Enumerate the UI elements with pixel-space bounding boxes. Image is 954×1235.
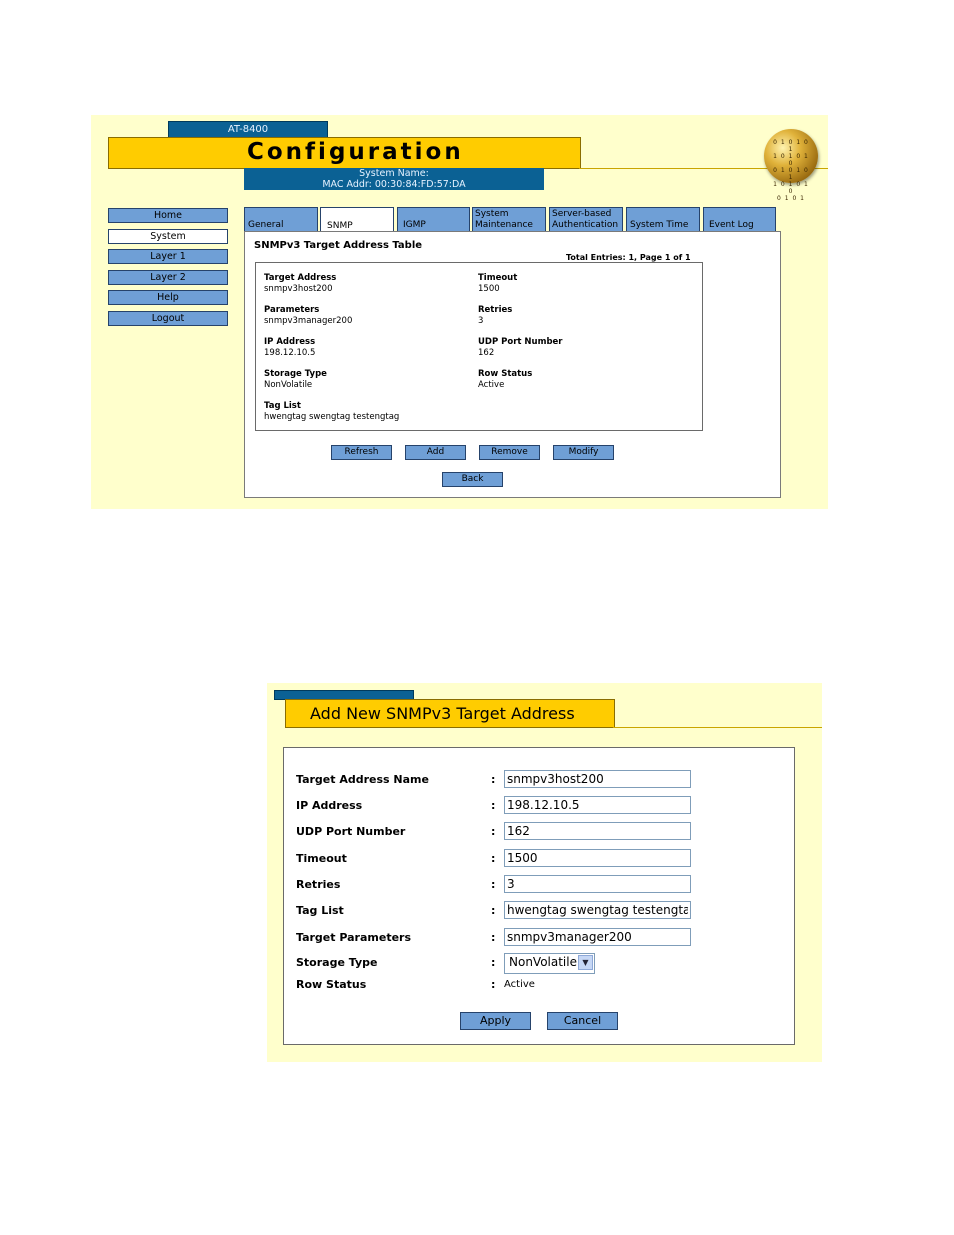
row-status-label: Row Status [296, 978, 367, 991]
ip-address-label: IP Address [296, 799, 363, 812]
add-button[interactable]: Add [405, 445, 466, 460]
system-name-label: System Name: [359, 168, 429, 179]
target-address-name-input[interactable] [504, 770, 691, 788]
tag-list-value: hwengtag swengtag testengtag [264, 412, 400, 422]
udp-port-value: 162 [478, 348, 495, 358]
tab-server-based-authentication[interactable]: Server-based Authentication [549, 207, 623, 231]
ip-address-label: IP Address [264, 337, 316, 347]
add-target-address-panel [267, 683, 822, 1062]
retries-label: Retries [478, 305, 513, 315]
refresh-button[interactable]: Refresh [331, 445, 392, 460]
timeout-value: 1500 [478, 284, 500, 294]
storage-type-select[interactable] [504, 953, 595, 974]
table-title: SNMPv3 Target Address Table [254, 240, 423, 251]
target-parameters-label: Target Parameters [296, 931, 412, 944]
apply-button[interactable]: Apply [460, 1012, 531, 1030]
udp-port-input[interactable] [504, 822, 691, 840]
timeout-label: Timeout [478, 273, 518, 283]
storage-type-selected: NonVolatile [509, 955, 577, 969]
tag-list-input[interactable] [504, 901, 691, 919]
timeout-label: Timeout [296, 852, 347, 865]
add-target-banner [285, 699, 615, 728]
globe-logo-icon: 0 1 0 1 0 1 1 0 1 0 1 0 0 1 0 1 0 1 1 0 1 0 1 0 0 1 0 1 [764, 129, 818, 183]
row-status-label: Row Status [478, 369, 533, 379]
ip-address-value: 198.12.10.5 [264, 348, 316, 358]
sidebar-help-button[interactable]: Help [108, 290, 228, 305]
tab-general[interactable]: General [244, 207, 318, 231]
udp-port-label: UDP Port Number [478, 337, 563, 347]
row-status-value: Active [478, 380, 505, 390]
tag-list-label: Tag List [264, 401, 301, 411]
tab-system-time[interactable]: System Time [626, 207, 700, 231]
page-title: Add New SNMPv3 Target Address [310, 704, 575, 723]
target-address-value: snmpv3host200 [264, 284, 333, 294]
remove-button[interactable]: Remove [479, 445, 540, 460]
sidebar-logout-button[interactable]: Logout [108, 311, 228, 326]
target-address-name-label: Target Address Name [296, 773, 429, 786]
sidebar-layer1-button[interactable]: Layer 1 [108, 249, 228, 264]
tag-list-label: Tag List [296, 904, 344, 917]
parameters-value: snmpv3manager200 [264, 316, 353, 326]
retries-label: Retries [296, 878, 341, 891]
page-title: Configuration [247, 139, 464, 165]
tab-system-maintenance[interactable]: System Maintenance [472, 207, 546, 231]
chevron-down-icon[interactable]: ▼ [578, 955, 593, 970]
tab-snmp[interactable]: SNMP [320, 207, 394, 232]
retries-value: 3 [478, 316, 484, 326]
modify-button[interactable]: Modify [553, 445, 614, 460]
system-info-bar [244, 168, 544, 190]
model-label: AT-8400 [168, 121, 328, 138]
back-button[interactable]: Back [442, 472, 503, 487]
total-entries: Total Entries: 1, Page 1 of 1 [566, 253, 691, 262]
timeout-input[interactable] [504, 849, 691, 867]
row-status-value: Active [504, 979, 535, 990]
storage-type-value: NonVolatile [264, 380, 313, 390]
sidebar-system-button[interactable]: System [108, 229, 228, 244]
target-address-entry [255, 262, 703, 431]
mac-address: MAC Addr: 00:30:84:FD:57:DA [322, 178, 466, 190]
target-address-label: Target Address [264, 273, 337, 283]
tab-event-log[interactable]: Event Log [703, 207, 776, 231]
tab-content-area [244, 231, 781, 498]
header-divider [613, 727, 822, 728]
add-target-form: Target Address Name : snmpv3host200 IP Address : 198.12.10.5 UDP Port Number : 162 Timeout : 1500 Retries : 3 Tag List : hwengtag swengtag testengtag Target Parameters : snmpv3manager200 Storage Type : NonVolatile ▼ Row Status : Active Apply Cancel [283, 747, 795, 1045]
target-parameters-input[interactable] [504, 928, 691, 946]
cancel-button[interactable]: Cancel [547, 1012, 618, 1030]
parameters-label: Parameters [264, 305, 320, 315]
configuration-banner [108, 137, 581, 169]
udp-port-label: UDP Port Number [296, 825, 406, 838]
retries-input[interactable] [504, 875, 691, 893]
tab-igmp[interactable]: IGMP [397, 207, 470, 231]
ip-address-input[interactable] [504, 796, 691, 814]
sidebar-home-button[interactable]: Home [108, 208, 228, 223]
sidebar-layer2-button[interactable]: Layer 2 [108, 270, 228, 285]
storage-type-label: Storage Type [264, 369, 327, 379]
snmp-target-table-panel [91, 115, 828, 509]
storage-type-label: Storage Type [296, 956, 378, 969]
